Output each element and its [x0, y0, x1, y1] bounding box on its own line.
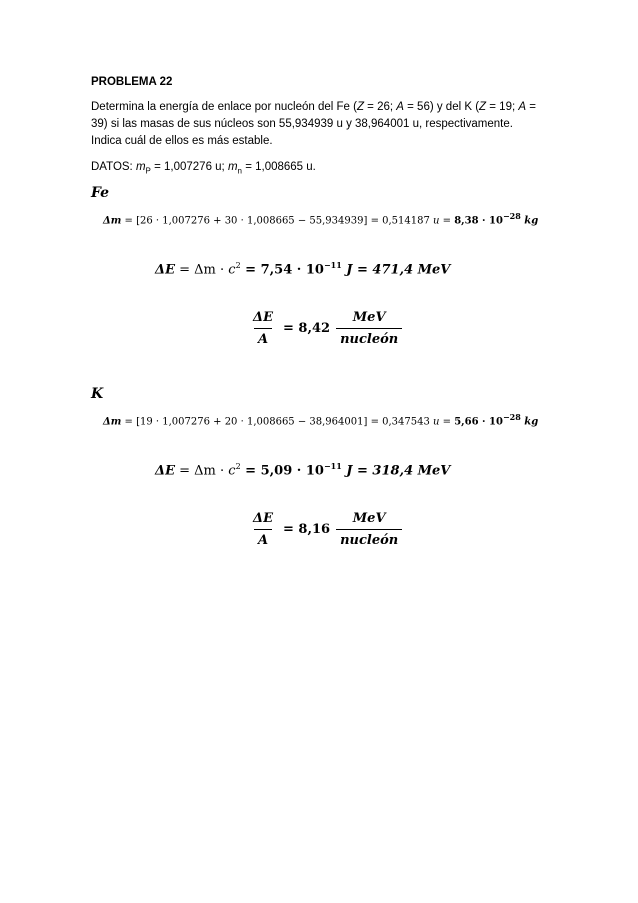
datos-line	[91, 159, 316, 179]
fe-dm-exponent: −28	[502, 211, 521, 221]
fe-unit-fraction	[336, 310, 402, 347]
k-de-lhs: ΔE	[155, 463, 175, 479]
fe-mass-defect	[103, 211, 538, 226]
k-heading: K	[91, 386, 104, 402]
fe-de-c: c	[228, 262, 236, 278]
mp-symbol: m	[135, 161, 146, 173]
mn-symbol: m	[227, 161, 238, 173]
problem-statement	[91, 99, 546, 150]
fe-de-value: = 7,54 · 10	[240, 262, 324, 278]
k-unit-num: MeV	[352, 511, 386, 526]
problem-title: PROBLEMA 22	[91, 76, 173, 88]
fe-de-unit: J = 471,4 MeV	[341, 262, 451, 278]
fe-ratio-num: ΔE	[253, 310, 273, 325]
fe-dm-u: u	[433, 215, 440, 227]
k-energy	[155, 461, 450, 478]
k-dm-eq: =	[439, 416, 455, 428]
mp-subscript: P	[145, 166, 151, 176]
statement-text: Determina la energía de enlace por nucleón del Fe (	[91, 101, 357, 113]
mn-subscript: n	[237, 166, 242, 176]
statement-z: Z	[479, 101, 487, 113]
statement-text: = 39) si las masas de sus núcleos son 55,934939 u y 38,964001 u, respectivamente. Indica cuál de ellos es más estable.	[91, 101, 536, 147]
statement-text: = 56) y del K (	[403, 101, 480, 113]
statement-a: A	[518, 101, 527, 113]
k-mass-defect	[103, 412, 538, 427]
statement-text: = 26;	[363, 101, 397, 113]
k-unit-fraction	[336, 511, 402, 548]
fe-energy-per-nucleon	[249, 310, 402, 347]
fe-de-c-exp: 2	[235, 261, 241, 270]
fe-dm-expr: = [26 · 1,007276 + 30 · 1,008665 − 55,934939] = 0,514187	[121, 215, 434, 227]
k-dm-expr: = [19 · 1,007276 + 20 · 1,008665 − 38,964001] = 0,347543	[121, 416, 434, 428]
fe-de-expr: = Δm ·	[175, 262, 229, 278]
k-de-c-exp: 2	[235, 462, 241, 471]
fe-dm-eq: =	[439, 215, 455, 227]
fe-dm-unit: kg	[520, 215, 539, 227]
k-ratio-num: ΔE	[253, 511, 273, 526]
fe-dm-lhs: Δm	[103, 215, 122, 227]
k-unit-den: nucleón	[336, 529, 402, 548]
k-de-unit: J = 318,4 MeV	[341, 463, 451, 479]
statement-text: = 19;	[486, 101, 519, 113]
statement-z: Z	[356, 101, 364, 113]
fe-energy	[155, 260, 450, 277]
k-energy-per-nucleon	[249, 511, 402, 548]
k-ratio-value: = 8,16	[283, 522, 331, 537]
fe-dm-value: 8,38 · 10	[454, 215, 503, 227]
statement-a: A	[396, 101, 404, 113]
k-de-exponent: −11	[323, 461, 342, 471]
k-dm-unit: kg	[520, 416, 539, 428]
k-de-expr: = Δm ·	[175, 463, 229, 479]
fe-ratio-den: A	[254, 328, 272, 347]
fe-de-lhs: ΔE	[155, 262, 175, 278]
k-dm-lhs: Δm	[103, 416, 122, 428]
k-ratio-den: A	[254, 529, 272, 548]
fe-ratio-fraction	[249, 310, 277, 347]
k-dm-value: 5,66 · 10	[454, 416, 503, 428]
fe-heading: Fe	[91, 185, 110, 201]
mp-value: = 1,007276 u;	[150, 161, 228, 173]
k-dm-exponent: −28	[502, 412, 521, 422]
k-de-c: c	[228, 463, 236, 479]
k-de-value: = 5,09 · 10	[240, 463, 324, 479]
datos-label: DATOS:	[91, 161, 136, 173]
fe-unit-num: MeV	[352, 310, 386, 325]
k-dm-u: u	[433, 416, 440, 428]
mn-value: = 1,008665 u.	[242, 161, 316, 173]
fe-de-exponent: −11	[323, 260, 342, 270]
fe-ratio-value: = 8,42	[283, 321, 331, 336]
fe-unit-den: nucleón	[336, 328, 402, 347]
k-ratio-fraction	[249, 511, 277, 548]
